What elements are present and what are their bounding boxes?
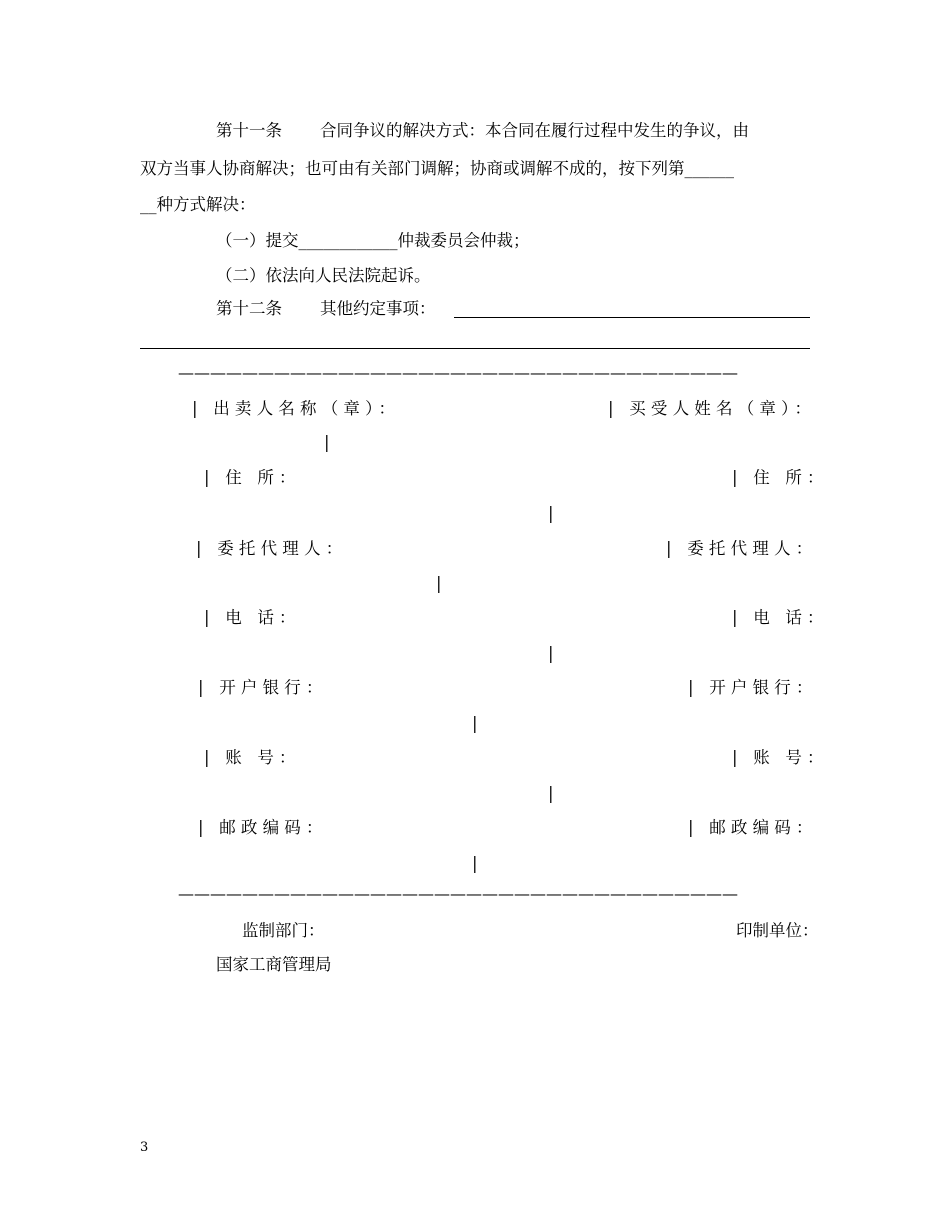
column-divider: | bbox=[548, 644, 554, 663]
buyer-bank-label: | 开户银行： bbox=[688, 678, 818, 697]
buyer-name-label: | 买受人姓名（章）： bbox=[608, 399, 817, 418]
seller-agent-label: | 委托代理人： bbox=[196, 539, 348, 558]
article-12-heading: 第十二条 bbox=[216, 299, 282, 318]
seller-name-label: | 出卖人名称（章）： bbox=[192, 399, 401, 418]
arbitration-option: （一）提交____________仲裁委员会仲裁； bbox=[216, 231, 530, 250]
column-divider: | bbox=[324, 433, 330, 452]
other-terms-underline bbox=[454, 317, 810, 318]
buyer-phone-label: | 电 话： bbox=[732, 608, 829, 627]
other-terms-underline-2 bbox=[140, 348, 810, 349]
litigation-option: （二）依法向人民法院起诉。 bbox=[216, 266, 431, 285]
article-11-heading: 第十一条 bbox=[216, 121, 282, 140]
article-11-line-3: __种方式解决： bbox=[140, 195, 256, 214]
article-12-label: 其他约定事项： bbox=[320, 299, 436, 318]
column-divider: | bbox=[436, 574, 442, 593]
article-11-line-2: 双方当事人协商解决；也可由有关部门调解；协商或调解不成的，按下列第______ bbox=[140, 159, 734, 178]
seller-bank-label: | 开户银行： bbox=[198, 678, 328, 697]
supervisor-value: 国家工商管理局 bbox=[216, 955, 332, 974]
column-divider: | bbox=[472, 714, 478, 733]
table-bottom-dash-line: ——————————————————————————————————— bbox=[178, 884, 738, 903]
column-divider: | bbox=[548, 504, 554, 523]
seller-account-label: | 账 号： bbox=[204, 748, 301, 767]
buyer-address-label: | 住 所： bbox=[732, 468, 829, 487]
page-number: 3 bbox=[140, 1140, 149, 1155]
article-11-line-1: 合同争议的解决方式：本合同在履行过程中发生的争议，由 bbox=[320, 121, 749, 140]
seller-postcode-label: | 邮政编码： bbox=[198, 818, 328, 837]
column-divider: | bbox=[548, 784, 554, 803]
buyer-agent-label: | 委托代理人： bbox=[666, 539, 818, 558]
table-top-dash-line: ——————————————————————————————————— bbox=[178, 363, 738, 382]
seller-address-label: | 住 所： bbox=[204, 468, 301, 487]
supervisor-label: 监制部门： bbox=[242, 921, 325, 940]
buyer-postcode-label: | 邮政编码： bbox=[688, 818, 818, 837]
column-divider: | bbox=[472, 854, 478, 873]
buyer-account-label: | 账 号： bbox=[732, 748, 829, 767]
seller-phone-label: | 电 话： bbox=[204, 608, 301, 627]
printer-label: 印制单位： bbox=[736, 921, 819, 940]
